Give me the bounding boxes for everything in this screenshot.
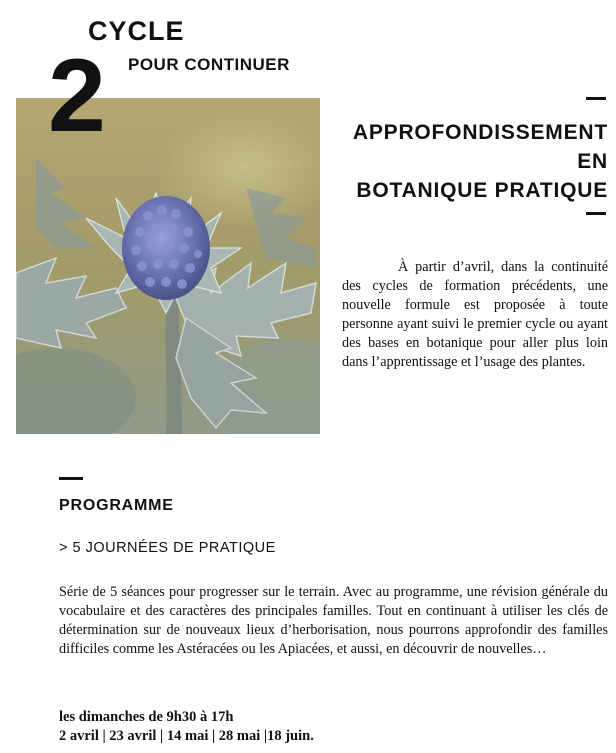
cycle-label: CYCLE xyxy=(88,16,185,46)
page-title xyxy=(308,118,608,205)
title-top-dash xyxy=(586,97,606,100)
schedule xyxy=(59,708,599,746)
programme-subheading: > 5 JOURNÉES DE PRATIQUE xyxy=(59,540,276,556)
cycle-subtitle: POUR CONTINUER xyxy=(128,55,290,74)
intro-paragraph xyxy=(342,258,608,372)
title-bottom-dash xyxy=(586,212,606,215)
programme-dash xyxy=(59,477,83,480)
intro-text: À partir d’avril, dans la continuité des cycles de formation précédents, une nouvelle formule est proposée à toute personne ayant suivi le premier cycle ou ayant des bases en botanique pour aller plus loin dans l’apprentissage et l’usage des plantes. xyxy=(342,259,608,370)
schedule-dates: 2 avril | 23 avril | 14 mai | 28 mai |18 juin. xyxy=(59,728,314,744)
title-line-3: BOTANIQUE PRATIQUE xyxy=(356,179,608,202)
title-line-2: EN xyxy=(577,150,608,173)
cycle-number: 2 xyxy=(48,38,106,154)
programme-description: Série de 5 séances pour progresser sur le terrain. Avec au programme, une révision générale du vocabulaire et des caractères des principales familles. Tout en continuant à utiliser les clés de détermination sur de nouveaux lieux d’herborisation, nous pourrons approfondir des familles difficiles comme les Astéracées ou les Apiacées, et aussi, en découvrir de nouvelles… xyxy=(59,584,608,657)
programme-heading: PROGRAMME xyxy=(59,497,174,514)
schedule-days: les dimanches de 9h30 à 17h xyxy=(59,709,234,725)
title-line-1: APPROFONDISSEMENT xyxy=(352,121,608,144)
